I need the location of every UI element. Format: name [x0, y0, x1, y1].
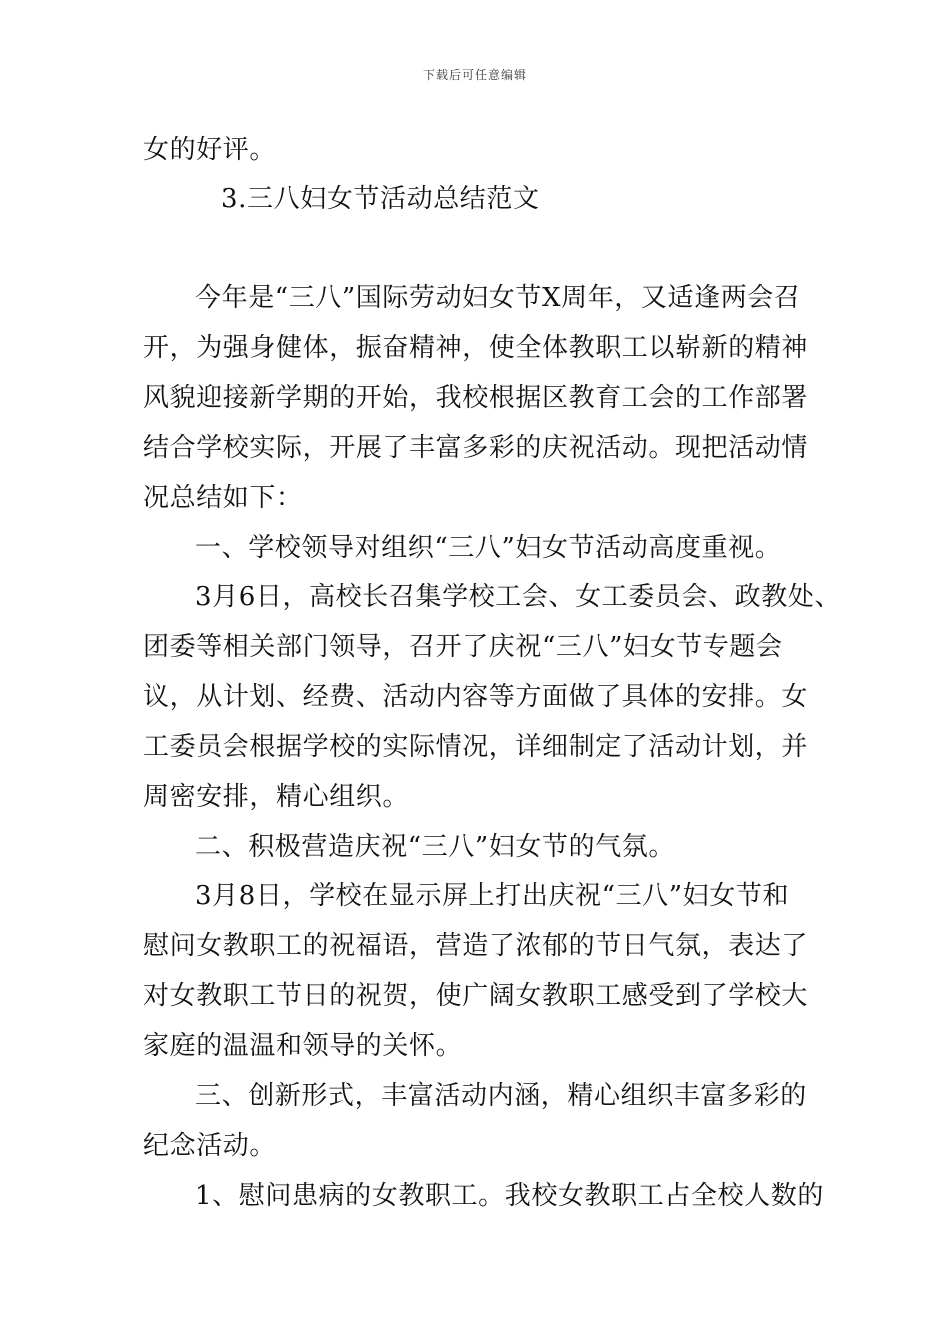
- text-line: 开，为强身健体，振奋精神，使全体教职工以崭新的精神: [143, 333, 809, 363]
- header-note: 下载后可任意编辑: [422, 68, 527, 82]
- text-line: 纪念活动。: [143, 1131, 277, 1161]
- text-line: 今年是“三八”国际劳动妇女节X周年，又适逢两会召: [195, 283, 801, 313]
- text-line: 况总结如下：: [143, 483, 303, 513]
- text-line: 家庭的温温和领导的关怀。: [143, 1031, 463, 1061]
- text-line: 女的好评。: [143, 135, 277, 165]
- text-line: 团委等相关部门领导，召开了庆祝“三八”妇女节专题会: [143, 632, 783, 662]
- text-line: 工委员会根据学校的实际情况，详细制定了活动计划，并: [143, 732, 809, 762]
- section-heading: 3.三八妇女节活动总结范文: [221, 184, 540, 214]
- text-line: 结合学校实际，开展了丰富多彩的庆祝活动。现把活动情: [143, 433, 809, 463]
- text-line: 3月6日，高校长召集学校工会、女工委员会、政教处、: [195, 582, 842, 612]
- text-line: 1、慰问患病的女教职工。我校女教职工占全校人数的: [195, 1181, 824, 1211]
- text-line: 三、创新形式，丰富活动内涵，精心组织丰富多彩的: [195, 1081, 807, 1111]
- text-line: 周密安排，精心组织。: [143, 782, 410, 812]
- text-line: 议，从计划、经费、活动内容等方面做了具体的安排。女: [143, 682, 809, 712]
- text-line: 一、学校领导对组织“三八”妇女节活动高度重视。: [195, 533, 782, 563]
- text-line: 二、积极营造庆祝“三八”妇女节的气氛。: [195, 832, 675, 862]
- text-line: 对女教职工节日的祝贺，使广阔女教职工感受到了学校大: [143, 981, 809, 1011]
- text-line: 风貌迎接新学期的开始，我校根据区教育工会的工作部署: [143, 383, 809, 413]
- text-line: 慰问女教职工的祝福语，营造了浓郁的节日气氛，表达了: [143, 931, 809, 961]
- text-line: 3月8日，学校在显示屏上打出庆祝“三八”妇女节和: [195, 881, 790, 911]
